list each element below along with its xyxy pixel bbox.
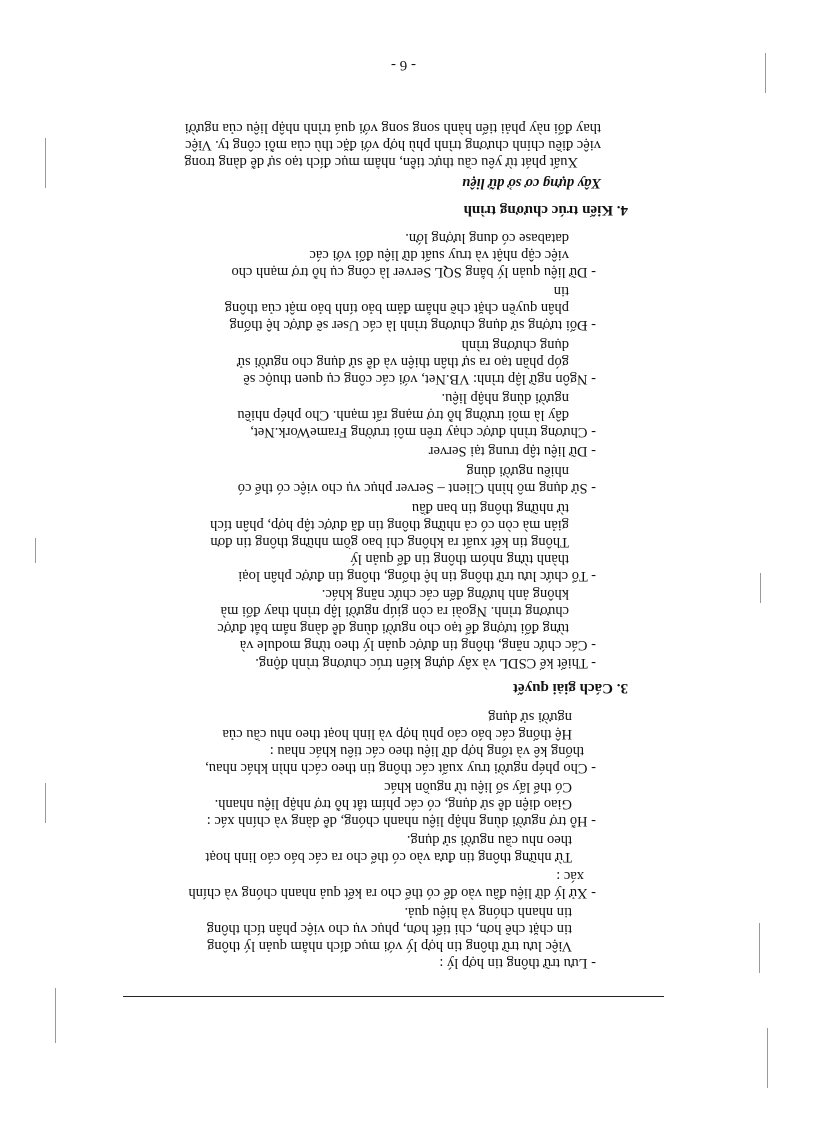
list-item: - Sử dụng mô hình Client – Server phục vụ cho việc có thể có — [237, 480, 596, 496]
text-line: Từ những thông tin đưa vào có thể cho ra các báo cáo linh hoạt — [205, 849, 572, 865]
list-item: - Đối tượng sử dụng chương trình là các User sẽ được hệ thống — [229, 317, 596, 333]
subsection-heading: Xây dựng cơ sở dữ liệu — [462, 175, 601, 191]
text-line: Thông tin kết xuất ra không chỉ bao gồm những thông tin đơn — [210, 534, 569, 550]
scan-mark — [760, 573, 761, 603]
scan-mark — [45, 138, 46, 188]
text-line: góp phần tạo ra sự thân thiện và dễ sử dụng cho người sử — [237, 354, 569, 370]
text-line: xác : — [556, 868, 584, 884]
text-line: phân quyền chặt chẽ nhằm đảm bảo tính bảo mật của thông — [224, 300, 569, 316]
text-line: thay đổi này phải tiến hành song song với quá trình nhập liệu của người — [184, 120, 601, 136]
text-line: nhiều người dùng — [466, 463, 569, 479]
list-item: - Thiết kế CSDL và xây dựng kiến trúc chương trình động. — [255, 655, 596, 671]
text-line: Xuất phát từ yêu cầu thực tiễn, nhằm mục đích tạo sự dễ dàng trong — [184, 154, 578, 170]
list-item: - Dữ liệu quản lý bằng SQL Server là công cụ hỗ trợ mạnh cho — [231, 264, 596, 280]
text-line: chương trình. Ngoài ra còn giúp người lập trình thay đổi mà — [220, 603, 569, 619]
text-line: không ảnh hưởng đến các chức năng khác. — [321, 586, 569, 602]
text-line: thành từng nhóm thông tin để quản lý — [350, 551, 569, 567]
text-line: giản mà còn có cả những thông tin đã được tập hợp, phân tích — [210, 517, 569, 533]
text-line: Việc lưu trữ thông tin hợp lý với mục đích nhằm quản lý thông — [207, 938, 572, 954]
text-line: từng đối tượng để tạo cho người dùng dễ dàng nắm bắt được — [217, 620, 569, 636]
list-item: - Tổ chức lưu trữ thông tin hệ thống, thông tin được phân loại — [238, 568, 596, 584]
text-line: - Cho phép người truy xuất các thông tin theo cách nhìn khác nhau, — [205, 760, 596, 776]
scan-mark — [767, 1028, 768, 1088]
scan-mark — [35, 538, 36, 563]
text-line: việc cập nhật và truy suất dữ liệu đối với các — [309, 247, 569, 263]
text-line: tin — [553, 283, 569, 299]
list-item: - Các chức năng, thông tin được quản lý theo từng module và — [239, 637, 596, 653]
page-number: - 6 - — [391, 57, 416, 73]
text-line: - Xử lý dữ liệu đầu vào để có thể cho ra kết quả nhanh chóng và chính — [188, 885, 596, 901]
text-line: Giao diện dễ sử dụng, có các phím tắt hỗ trợ nhập liệu nhanh. — [214, 796, 572, 812]
list-item: - Ngôn ngữ lập trình: VB.Net, với các công cụ quen thuộc sẽ — [243, 371, 596, 387]
scan-mark — [759, 923, 760, 973]
text-line: database có dung lượng lớn. — [405, 230, 569, 246]
text-line: tin nhanh chóng và hiệu quả. — [404, 904, 572, 920]
text-line: - Lưu trữ thông tin hợp lý : — [439, 955, 596, 971]
header-rule — [123, 996, 664, 997]
text-line: tin chặt chẽ hơn, chi tiết hơn, phục vụ cho việc phân tích thông — [206, 921, 572, 937]
scan-mark — [45, 783, 46, 823]
text-line: người dùng nhập liệu. — [441, 390, 569, 406]
section-heading-4: 4. Kiến trúc chương trình — [463, 202, 628, 218]
section-heading-3: 3. Cách giải quyết — [512, 680, 628, 696]
text-line: việc điều chỉnh chương trình phù hợp với đặc thù của mỗi công ty. Việc — [185, 137, 601, 153]
text-line: Có thể lấy số liệu từ nguồn khác — [384, 779, 572, 795]
list-item: - Chương trình được chạy trên môi trường FrameWork.Net, — [250, 424, 596, 440]
list-item: - Dữ liệu tập trung tại Server — [428, 443, 596, 459]
text-line: người sử dụng — [488, 709, 572, 725]
scan-mark — [55, 988, 56, 1043]
text-line: thống kê và tổng hợp dữ liệu theo các tiêu khác nhau : — [269, 743, 584, 759]
text-line: từ những thông tin ban đầu — [411, 500, 569, 516]
text-line: Hệ thống các báo cáo phù hợp và linh hoạt theo nhu cầu của — [222, 726, 572, 742]
text-line: - Hỗ trợ người dùng nhập liệu nhanh chóng, dễ dàng và chính xác : — [206, 813, 596, 829]
text-line: dụng chương trình — [461, 337, 569, 353]
scan-mark — [765, 53, 766, 93]
text-line: theo nhu cầu người sử dụng. — [406, 832, 572, 848]
text-line: đây là môi trường hỗ trợ mạng rất mạnh. Cho phép nhiều — [237, 407, 569, 423]
